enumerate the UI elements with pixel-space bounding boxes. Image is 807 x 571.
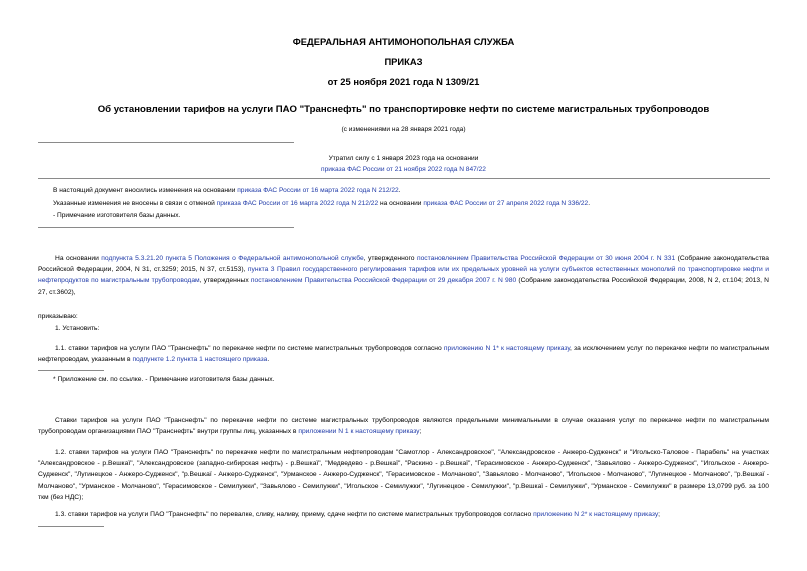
note-producer: - Примечание изготовителя базы данных.	[53, 212, 181, 219]
link-rules-clause-3[interactable]: пункта 3 Правил государственного регулирования тарифов или их предельных уровней на услуги субъектов естественных монополий по транспортировке нефти и нефтепродуктов по магистральным трубопроводам	[38, 266, 770, 285]
link-resolution-331[interactable]: постановлением Правительства Российской Федерации от 30 июня 2004 г. N 331	[416, 255, 676, 262]
doc-date: от 25 ноября 2021 года N 1309/21	[327, 76, 480, 87]
doc-type: ПРИКАЗ	[384, 56, 423, 67]
paragraph-1-3: 1.3. ставки тарифов на услуги ПАО "Транснефть" по перевалке, сливу, наливу, приему, сдаче нефти по системе магистральных трубопроводов согласно приложению N 2* к настоящему приказу;	[55, 511, 661, 518]
paragraph-1-2: 1.2. ставки тарифов на услуги ПАО "Транснефть" по перекачке нефти по магистральным нефтепроводам "Самотлор - Александровское", "Александровское - Анжеро-Судженск" и "Игольско-Таловое - Парабель" на участках "Александровское - р.Вешкаї", "Александровское (западно-сибирская нефть) - р.Вешкаї", "Медведево - р.Вешкаї", "Раскино - р.Вешкаї", "Герасимовское - Анжеро-Судженск", "Завьялово - Анжеро-Судженск", "Игольское - Анжеро-Судженск", "Лугинецкое - Анжеро-Судженск", "р.Вешкаї - Анжеро-Судженск", "Урманское - Анжеро-Судженск", "Герасимовское - Молчаново", "Завьялово - Молчаново", "Игольское - Молчаново", "Лугинецкое - Молчаново", "р.Вешкаї - Молчаново", "Урманское - Молчаново", "Герасимовское - Семилужки", "Завьялово - Семилужки", "Игольское - Семилужки", "Лугинецкое - Семилужки", "р.Вешкаї - Семилужки", "Урманское - Семилужки" в размере 13,0799 руб. за 100 ткм (без НДС);	[38, 449, 769, 501]
divider	[38, 178, 770, 179]
note-cancellation: Указанные изменения не вносены в связи с отменой приказа ФАС России от 16 марта 2022 года N 212/22 на основании приказа ФАС России от 27 апреля 2022 года N 336/22.	[53, 200, 591, 207]
link-appendix-1[interactable]: приложению N 1* к настоящему приказу	[443, 345, 570, 352]
link-order-212-22[interactable]: приказа ФАС России от 16 марта 2022 года N 212/22	[216, 200, 379, 207]
paragraph-1-1: 1.1. ставки тарифов на услуги ПАО "Транснефть" по перекачке нефти по системе магистральных трубопроводов согласно приложению N 1* к настоящему приказу, за исключением услуг по перекачке нефти по магистральным нефтепроводам, указанным в подпункте 1.2 пункта 1 настоящего приказа.	[38, 345, 769, 364]
paragraph-1: 1. Установить:	[55, 325, 100, 332]
divider	[38, 142, 294, 143]
doc-title: Об установлении тарифов на услуги ПАО "Транснефть" по транспортировке нефти по системе магистральных трубопроводов	[97, 104, 710, 115]
agency-name: ФЕДЕРАЛЬНАЯ АНТИМОНОПОЛЬНАЯ СЛУЖБА	[292, 36, 515, 47]
order-word: приказываю:	[38, 313, 78, 320]
footnote-divider	[38, 370, 104, 371]
divider	[38, 227, 294, 228]
link-appendix-1[interactable]: приложении N 1 к настоящему приказу	[298, 428, 420, 436]
note-changes: В настоящий документ вносились изменения на основании приказа ФАС России от 16 марта 2022 года N 212/22.	[53, 187, 401, 194]
validity-line-1: Утратил силу с 1 января 2023 года на основании	[328, 155, 479, 162]
link-order-336-22[interactable]: приказа ФАС России от 27 апреля 2022 года N 336/22	[423, 200, 589, 207]
footnote-divider	[38, 526, 104, 527]
link-appendix-2[interactable]: приложению N 2* к настоящему приказу	[533, 511, 659, 518]
footnote: * Приложение см. по ссылке. - Примечание изготовителя базы данных.	[53, 376, 275, 383]
amendment-note: (с изменениями на 28 января 2021 года)	[341, 126, 466, 133]
link-subclause-1-2[interactable]: подпункте 1.2 пункта 1 настоящего приказа	[132, 356, 268, 364]
link-regulation-clause[interactable]: подпункта 5.3.21.20 пункта 5 Положения о Федеральной антимонопольной службе	[101, 255, 364, 262]
paragraph-minimum-rates: Ставки тарифов на услуги ПАО "Транснефть" по перекачке нефти по системе магистральных трубопроводов являются предельными минимальными в случае оказания услуг по перекачке нефти по магистральным трубопроводам организациями ПАО "Транснефть" внутри группы лиц, указанных в приложении N 1 к настоящему приказу;	[38, 417, 769, 436]
link-order-212-22[interactable]: приказа ФАС России от 16 марта 2022 года N 212/22	[237, 187, 399, 194]
validity-link[interactable]: приказа ФАС России от 21 ноября 2022 года N 847/22	[321, 166, 486, 173]
link-resolution-980[interactable]: постановлением Правительства Российской Федерации от 29 декабря 2007 г. N 980	[250, 277, 517, 285]
paragraph-basis: На основании подпункта 5.3.21.20 пункта 5 Положения о Федеральной антимонопольной службе, утвержденного постановлением Правительства Российской Федерации от 30 июня 2004 г. N 331 (Собрание законодательства Российской Федерации, 2004, N 31, ст.3259; 2015, N 37, ст.5153), пункта 3 Правил государственного регулирования тарифов или их предельных уровней на услуги субъектов естественных монополий по транспортировке нефти и нефтепродуктов по магистральным трубопроводам, утвержденных постановлением Правительства Российской Федерации от 29 декабря 2007 г. N 980 (Собрание законодательства Российской Федерации, 2008, N 2, ст.104; 2013, N 27, ст.3602),	[38, 255, 770, 296]
